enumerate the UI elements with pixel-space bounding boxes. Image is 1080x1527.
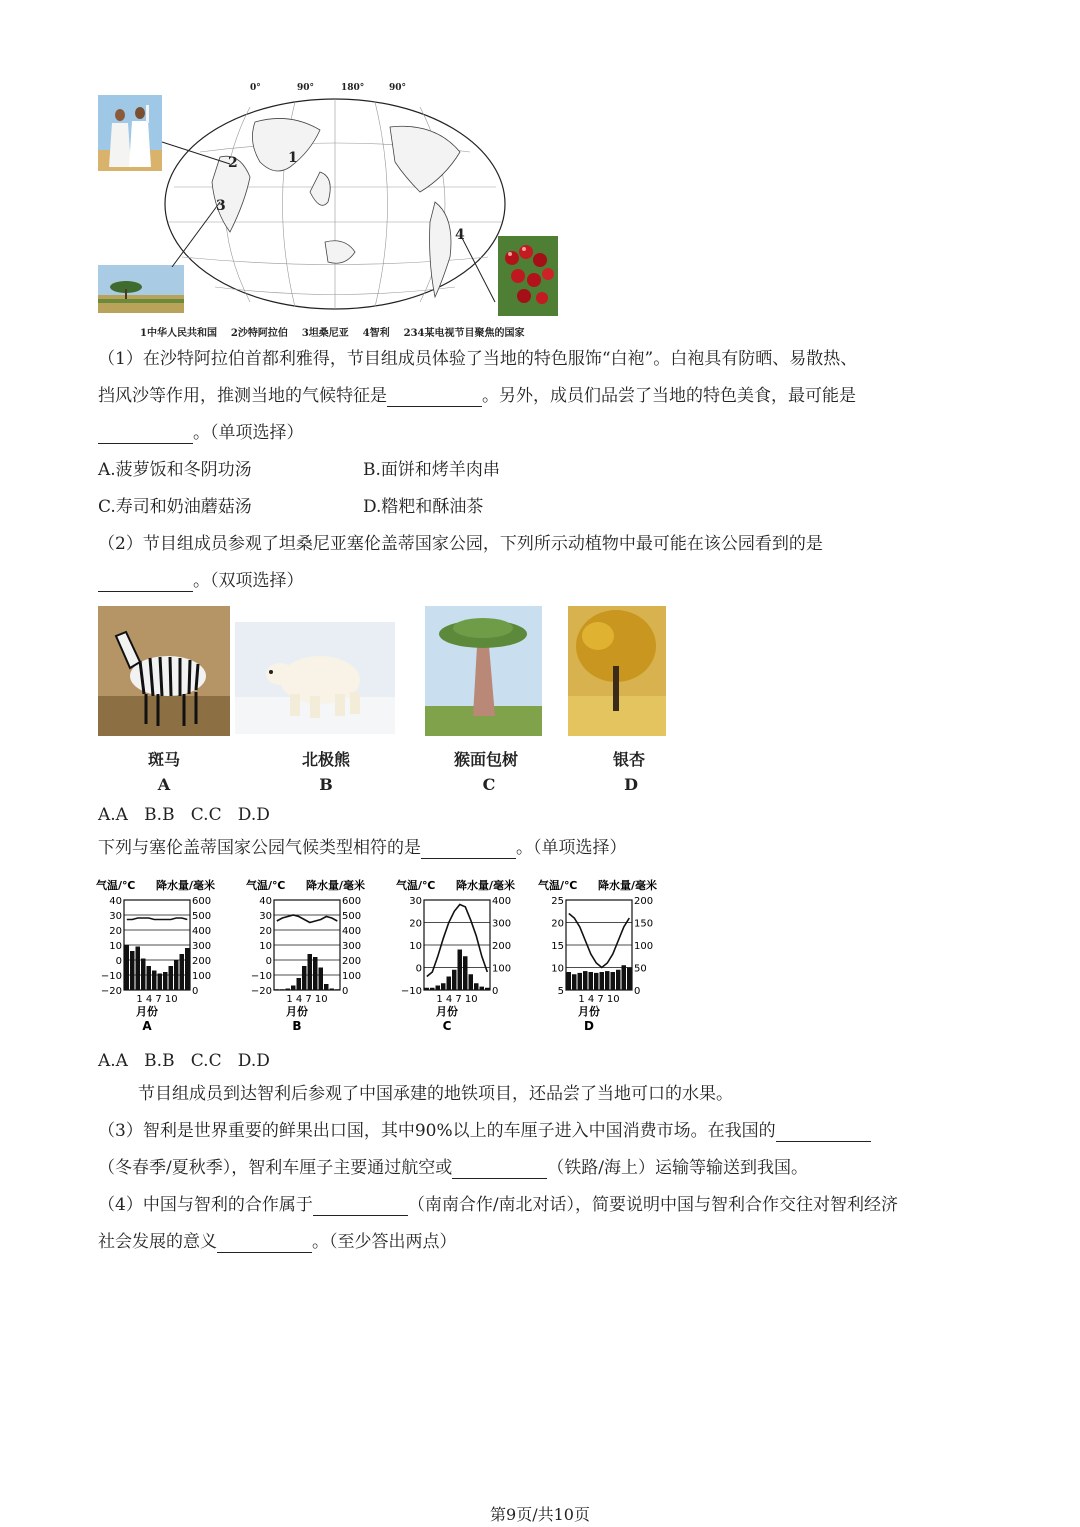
climate-charts-svg <box>96 875 676 1040</box>
q4-line2-b: 。（至少答出两点） <box>312 1232 457 1252</box>
chart-letter: B <box>292 1019 302 1033</box>
map-marker-2: 2 <box>228 155 238 171</box>
precip-tick: 0 <box>342 986 349 997</box>
precip-bar <box>308 954 313 990</box>
precip-bar <box>185 948 190 990</box>
q4-blank-cooperation[interactable] <box>313 1199 408 1216</box>
temp-tick: 20 <box>259 926 272 937</box>
precip-bar <box>286 989 291 991</box>
temp-tick: 40 <box>259 896 272 907</box>
precip-bar <box>600 972 605 990</box>
page-footer: 第9页/共10页 <box>490 1505 590 1524</box>
q1-line2-b: 。另外，成员们品尝了当地的特色美食，最可能是 <box>482 386 856 406</box>
temp-tick: 30 <box>109 911 122 922</box>
q3-line2 <box>98 1157 808 1179</box>
q2-line1: （2）节目组成员参观了坦桑尼亚塞伦盖蒂国家公园，下列所示动植物中最可能在该公园看到的是 <box>98 534 823 554</box>
species-letter-b: B <box>319 775 333 794</box>
month-ticks: 1 4 7 10 <box>136 994 178 1005</box>
temp-axis-title: 气温/℃ <box>538 879 578 892</box>
precip-bar <box>447 977 452 991</box>
precip-tick: 500 <box>192 911 212 922</box>
q3-intro: 节目组成员到达智利后参观了中国承建的地铁项目，还品尝了当地可口的水果。 <box>138 1084 733 1104</box>
temp-axis-title: 气温/℃ <box>396 879 436 892</box>
precip-bar <box>275 989 280 990</box>
month-axis-label: 月份 <box>578 1005 600 1018</box>
precip-bar <box>280 989 285 990</box>
precip-bar <box>616 970 621 990</box>
precip-tick: 100 <box>492 963 512 975</box>
precip-bar <box>572 974 577 990</box>
month-ticks: 1 4 7 10 <box>436 994 478 1005</box>
precip-bar <box>319 968 324 991</box>
chart-letter: D <box>584 1019 594 1033</box>
temp-tick: 25 <box>551 896 564 907</box>
precip-tick: 400 <box>342 926 362 937</box>
temp-tick: 30 <box>259 911 272 922</box>
precip-tick: 300 <box>492 918 512 930</box>
q2-climate-q-b: 。（单项选择） <box>516 838 627 858</box>
precip-tick: 300 <box>342 941 362 952</box>
precip-bar <box>163 972 168 990</box>
species-letter-c: C <box>482 775 496 794</box>
q1-blank-food[interactable] <box>98 427 193 444</box>
species-name-b: 北极熊 <box>301 750 350 769</box>
month-axis-label: 月份 <box>136 1005 158 1018</box>
precip-bar <box>627 968 632 991</box>
q3-line2-a: （冬春季/夏秋季），智利车厘子主要通过航空或 <box>98 1158 453 1178</box>
precip-tick: 200 <box>634 896 654 907</box>
temp-tick: 0 <box>115 956 122 967</box>
temp-tick: 40 <box>109 896 122 907</box>
temp-tick: 10 <box>551 963 564 975</box>
precip-bar <box>452 970 457 990</box>
temp-tick: 20 <box>551 918 564 930</box>
temp-tick: 5 <box>557 986 564 997</box>
precip-tick: 200 <box>492 941 512 952</box>
precip-bar <box>436 986 441 991</box>
precip-bar <box>136 947 141 991</box>
precip-bar <box>335 989 340 990</box>
q1-line2 <box>98 385 856 407</box>
temp-tick: −10 <box>400 986 422 997</box>
precip-tick: 300 <box>192 941 212 952</box>
precip-bar <box>297 978 302 990</box>
precip-bar <box>125 945 130 990</box>
precip-bar <box>594 973 599 990</box>
q3-line1-text: （3）智利是世界重要的鲜果出口国，其中90%以上的车厘子进入中国消费市场。在我国的 <box>98 1121 776 1141</box>
q4-line1 <box>98 1194 898 1216</box>
precip-bar <box>180 954 185 990</box>
month-axis-label: 月份 <box>436 1005 458 1018</box>
q2-line2 <box>98 570 304 592</box>
zebra-photo <box>98 606 230 736</box>
baobab-photo <box>425 606 542 736</box>
precip-bar <box>485 988 490 990</box>
precip-bar <box>480 987 485 990</box>
world-map <box>160 82 510 322</box>
precip-bar <box>441 983 446 990</box>
q1-line3-text: 。（单项选择） <box>193 423 304 443</box>
temp-tick: 0 <box>415 963 422 975</box>
precip-axis-title: 降水量/毫米 <box>598 879 658 892</box>
precip-axis-title: 降水量/毫米 <box>456 879 516 892</box>
precip-axis-title: 降水量/毫米 <box>306 879 366 892</box>
q1-line1: （1）在沙特阿拉伯首都利雅得，节目组成员体验了当地的特色服饰“白袍”。白袍具有防晒、易散热、 <box>98 349 858 369</box>
temp-tick: −20 <box>250 986 272 997</box>
precip-bar <box>611 972 616 990</box>
map-caption <box>140 324 525 339</box>
precip-bar <box>158 974 163 991</box>
precip-tick: 50 <box>634 963 647 975</box>
precip-bar <box>469 974 474 990</box>
precip-tick: 0 <box>492 986 499 997</box>
temp-axis-title: 气温/℃ <box>96 879 136 892</box>
temp-tick: −10 <box>100 971 122 982</box>
precip-tick: 100 <box>192 971 212 982</box>
polar-bear-photo <box>235 622 395 734</box>
month-axis-label: 月份 <box>286 1005 308 1018</box>
precip-bar <box>313 957 318 990</box>
q1-option-c[interactable]: C.寿司和奶油蘑菇汤 <box>98 497 252 517</box>
map-marker-1: 1 <box>288 150 298 166</box>
chart-letter: C <box>442 1019 452 1033</box>
temp-tick: 10 <box>259 941 272 952</box>
species-name-a: 斑马 <box>147 750 180 769</box>
q1-line3 <box>98 422 304 444</box>
precip-axis-title: 降水量/毫米 <box>156 879 216 892</box>
q2-climate-question <box>98 837 627 859</box>
chart-letter: A <box>142 1019 152 1033</box>
precip-tick: 200 <box>192 956 212 967</box>
lon-label-0: 0° <box>250 83 261 93</box>
q4-line2 <box>98 1231 457 1253</box>
q1-option-a[interactable]: A.菠萝饭和冬阴功汤 <box>98 460 252 480</box>
caption-item-chile: 4智利 <box>362 328 390 339</box>
q3-blank-transport[interactable] <box>452 1162 547 1179</box>
q4-line1-b: （南南合作/南北对话），简要说明中国与智利合作交往对智利经济 <box>407 1195 899 1215</box>
precip-bar <box>425 988 430 990</box>
q2-blank-species[interactable] <box>98 575 193 592</box>
precip-bar <box>430 988 435 990</box>
precip-tick: 600 <box>192 896 212 907</box>
q1-line2-a: 挡风沙等作用，推测当地的气候特征是 <box>98 386 387 406</box>
q4-blank-significance[interactable] <box>217 1236 312 1253</box>
temp-tick: 10 <box>109 941 122 952</box>
precip-bar <box>583 971 588 990</box>
ginkgo-photo <box>568 606 666 736</box>
precip-tick: 100 <box>634 941 654 952</box>
temp-tick: 15 <box>551 941 564 952</box>
precip-tick: 100 <box>342 971 362 982</box>
precip-bar <box>330 989 335 991</box>
q2-climate-q-a: 下列与塞伦盖蒂国家公园气候类型相符的是 <box>98 838 421 858</box>
precip-bar <box>605 971 610 990</box>
lon-label-90w: 90° <box>389 83 407 93</box>
map-marker-4: 4 <box>455 227 465 243</box>
caption-item-china: 1中华人民共和国 <box>140 328 217 339</box>
species-letter-a: A <box>157 775 171 794</box>
precip-tick: 150 <box>634 918 654 930</box>
precip-bar <box>169 966 174 990</box>
temp-tick: −10 <box>250 971 272 982</box>
climate-charts <box>96 875 676 1040</box>
month-ticks: 1 4 7 10 <box>578 994 620 1005</box>
q4-line1-a: （4）中国与智利的合作属于 <box>98 1195 313 1215</box>
caption-item-saudi: 2沙特阿拉伯 <box>230 328 288 339</box>
month-ticks: 1 4 7 10 <box>286 994 328 1005</box>
precip-tick: 400 <box>492 896 512 907</box>
q3-line1 <box>98 1120 871 1142</box>
q1-option-d[interactable]: D.糌粑和酥油茶 <box>363 497 484 517</box>
temp-tick: 10 <box>409 941 422 952</box>
temp-axis-title: 气温/℃ <box>246 879 286 892</box>
q2-blank-climate[interactable] <box>421 842 516 859</box>
precip-bar <box>141 959 146 991</box>
lon-label-180: 180° <box>341 83 365 93</box>
precip-bar <box>152 971 157 991</box>
precip-bar <box>474 983 479 990</box>
temp-tick: 20 <box>409 918 422 930</box>
precip-bar <box>147 966 152 990</box>
precip-bar <box>589 972 594 990</box>
lon-label-90: 90° <box>297 83 315 93</box>
precip-bar <box>622 965 627 990</box>
precip-bar <box>458 950 463 991</box>
saudi-men-photo <box>98 95 162 171</box>
precip-tick: 600 <box>342 896 362 907</box>
q3-blank-season[interactable] <box>776 1125 871 1142</box>
map-marker-3: 3 <box>216 198 226 214</box>
q4-line2-a: 社会发展的意义 <box>98 1232 217 1252</box>
temp-tick: 0 <box>265 956 272 967</box>
species-letter-d: D <box>624 775 638 794</box>
precip-bar <box>463 956 468 990</box>
species-name-d: 银杏 <box>612 750 645 769</box>
temp-tick: 20 <box>109 926 122 937</box>
precip-bar <box>324 984 329 990</box>
q2-line2-text: 。（双项选择） <box>193 571 304 591</box>
precip-tick: 500 <box>342 911 362 922</box>
caption-item-tanzania: 3坦桑尼亚 <box>301 328 349 339</box>
q2-answer-options-2[interactable]: A.A B.B C.C D.D <box>98 1051 270 1071</box>
precip-tick: 0 <box>634 986 641 997</box>
precip-bar <box>578 973 583 990</box>
precip-bar <box>567 972 572 990</box>
q1-option-b[interactable]: B.面饼和烤羊肉串 <box>363 460 500 480</box>
precip-bar <box>302 966 307 990</box>
q3-line2-b: （铁路/海上）运输等输送到我国。 <box>547 1158 808 1178</box>
q2-answer-options[interactable]: A.A B.B C.C D.D <box>98 805 270 825</box>
precip-bar <box>130 951 135 990</box>
precip-tick: 200 <box>342 956 362 967</box>
q1-blank-climate[interactable] <box>387 390 482 407</box>
species-name-c: 猴面包树 <box>453 750 518 769</box>
precip-tick: 0 <box>192 986 199 997</box>
temp-tick: 30 <box>409 896 422 907</box>
precip-tick: 400 <box>192 926 212 937</box>
temp-tick: −20 <box>100 986 122 997</box>
precip-bar <box>291 986 296 991</box>
precip-bar <box>174 960 179 990</box>
caption-item-focus: 234某电视节目聚焦的国家 <box>403 328 525 339</box>
